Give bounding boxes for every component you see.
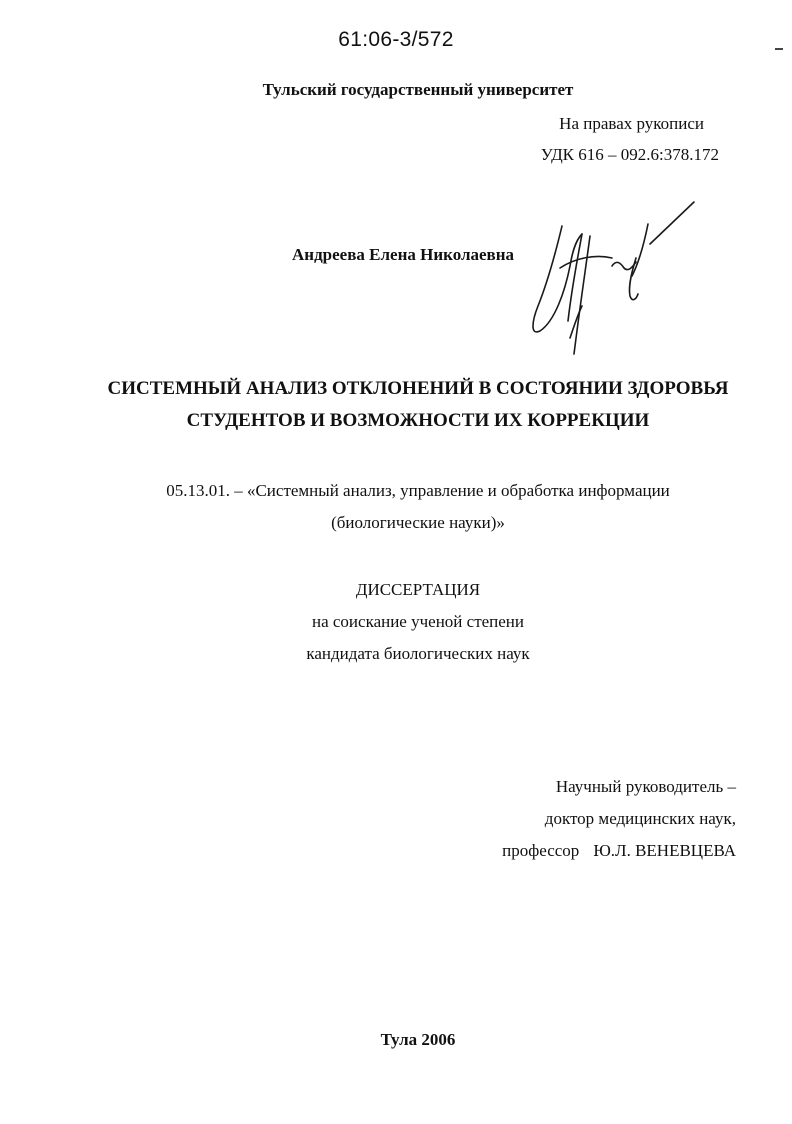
- supervisor-name-line: [502, 835, 736, 867]
- signature-icon: [520, 196, 710, 361]
- udc-code: УДК 616 – 092.6:378.172: [540, 145, 719, 164]
- supervisor-block: [502, 771, 736, 867]
- dissertation-type-block: [0, 574, 792, 670]
- specialty: [0, 475, 792, 539]
- corner-mark: [775, 48, 783, 50]
- supervisor-label: Научный руководитель –: [555, 777, 736, 796]
- supervisor-degree: доктор медицинских наук,: [544, 809, 736, 828]
- specialty-line-1: 05.13.01. – «Системный анализ, управление и обработка информации: [166, 481, 670, 500]
- city-year: Тула 2006: [380, 1030, 456, 1049]
- university-name: Тульский государственный университет: [262, 80, 574, 99]
- supervisor-name: Ю.Л. ВЕНЕВЦЕВА: [593, 841, 736, 860]
- archive-stamp-number: 61:06-3/572: [338, 28, 454, 51]
- dissertation-degree: кандидата биологических наук: [306, 644, 530, 663]
- manuscript-note: На правах рукописи: [559, 114, 704, 133]
- dissertation-title: [0, 373, 792, 437]
- supervisor-title: профессор: [502, 841, 580, 860]
- title-line-2: СТУДЕНТОВ И ВОЗМОЖНОСТИ ИХ КОРРЕКЦИИ: [186, 410, 650, 431]
- specialty-line-2: (биологические науки)»: [331, 513, 505, 532]
- dissertation-type: ДИССЕРТАЦИЯ: [355, 580, 481, 599]
- author-name: Андреева Елена Николаевна: [292, 245, 515, 264]
- title-line-1: СИСТЕМНЫЙ АНАЛИЗ ОТКЛОНЕНИЙ В СОСТОЯНИИ ЗДОРОВЬЯ: [107, 378, 729, 399]
- dissertation-purpose: на соискание ученой степени: [311, 612, 525, 631]
